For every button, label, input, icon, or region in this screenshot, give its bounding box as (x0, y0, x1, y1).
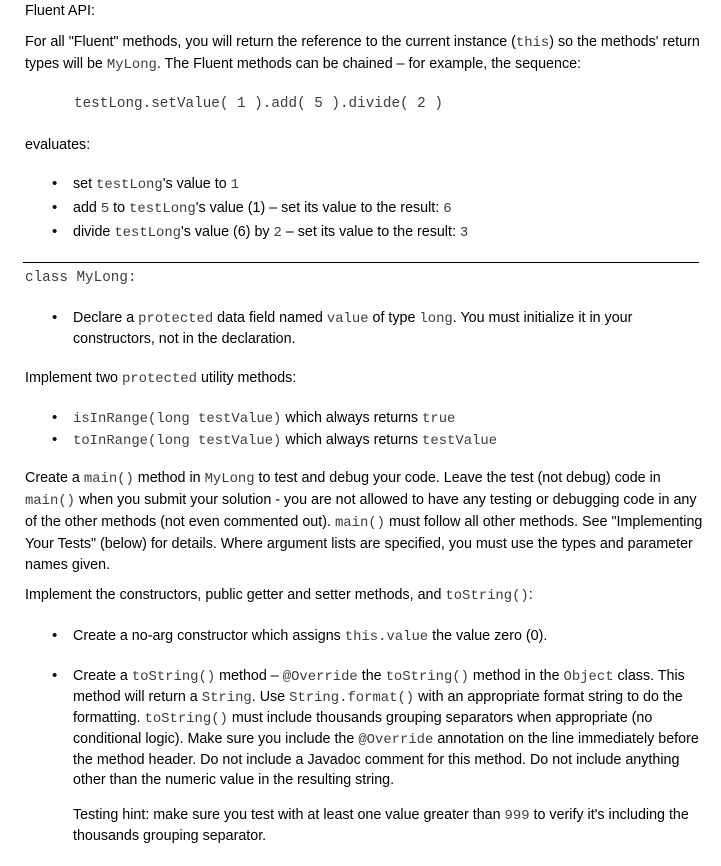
text-run: data field named (213, 310, 327, 326)
evaluation-steps (52, 174, 702, 243)
text-run: method in (133, 470, 205, 486)
inline-code: main() (25, 493, 76, 509)
class-header: class MyLong: (25, 270, 137, 286)
inline-code: toString() (131, 669, 216, 685)
text-run: Testing hint: make sure you test with at least one value greater than (73, 807, 505, 823)
text-run: to test and debug your code. Leave the test (not debug) code in (254, 470, 661, 486)
inline-code: MyLong (204, 471, 255, 487)
inline-code: value (326, 311, 369, 327)
text-run: to verify it's including the thousands grouping separator. (73, 807, 689, 844)
text-run: method in the (468, 668, 564, 684)
text-run: Create a (73, 668, 132, 684)
text-run: the value zero (0). (428, 628, 548, 644)
text-run: ) so the methods' return types will be (25, 34, 700, 72)
text-run: : (528, 587, 533, 603)
text-run: – set its value to the result: (281, 224, 460, 240)
inline-code: isInRange(long testValue) (73, 411, 282, 427)
text-run: which always returns (281, 432, 423, 448)
inline-code: main() (83, 471, 134, 487)
list-item (52, 174, 702, 195)
text-run: the (357, 668, 386, 684)
text-run: . You must initialize it in your constructors, not in the declaration. (73, 310, 633, 347)
text-run: of type (368, 310, 420, 326)
evaluates-label: evaluates: (25, 137, 91, 153)
list-item (52, 408, 702, 429)
inline-code: 1 (230, 177, 239, 193)
main-method-paragraph (25, 468, 705, 576)
inline-code: true (422, 411, 456, 427)
text-run: set (73, 176, 97, 192)
text-run: divide (73, 224, 115, 240)
list-item (52, 198, 702, 219)
text-run: 's value (6) by (181, 224, 274, 240)
inline-code: testLong (96, 177, 163, 193)
intro-paragraph (25, 32, 705, 76)
inline-code: Object (563, 669, 614, 685)
inline-code: 999 (504, 808, 530, 824)
text-run: Create a (25, 470, 84, 486)
inline-code: String.format() (289, 690, 415, 706)
text-run: Declare a (73, 310, 139, 326)
inline-code: protected (121, 371, 197, 387)
text-run: annotation on the line immediately before the method header. Do not include a Javadoc comment for this method. Do not include anything other than the numeric value in the resulting string. (73, 731, 699, 788)
inline-code: long (419, 311, 453, 327)
inline-code: testValue (422, 433, 498, 449)
text-run: Implement the constructors, public getter and setter methods, and (25, 587, 446, 603)
text-run: method – (215, 668, 283, 684)
text-run: to (109, 200, 130, 216)
inline-code: 3 (459, 225, 469, 241)
inline-code: this (515, 35, 550, 51)
inline-code: this.value (344, 629, 429, 645)
inline-code: MyLong (106, 57, 157, 73)
utility-intro (25, 368, 705, 390)
text-run: which always returns (281, 410, 423, 426)
inline-code: 5 (100, 201, 110, 217)
inline-code: 2 (273, 225, 282, 241)
field-requirements (52, 308, 702, 349)
text-run: add (73, 200, 101, 216)
testing-hint (73, 805, 703, 846)
text-run: utility methods: (196, 370, 297, 386)
section-heading: Fluent API: (25, 3, 95, 19)
text-run: For all "Fluent" methods, you will return the reference to the current instance ( (25, 34, 516, 50)
inline-code: protected (138, 311, 214, 327)
list-item (52, 430, 702, 451)
text-run: must include thousands grouping separators when appropriate (no conditional logic). Make sure you include the (73, 710, 653, 747)
list-item (52, 308, 702, 349)
text-run: . The Fluent methods can be chained – for example, the sequence: (156, 56, 582, 72)
inline-code: testLong (114, 225, 182, 241)
inline-code: toString() (144, 711, 228, 727)
text-run: 's value (1) – set its value to the result: (195, 200, 444, 216)
text-run: Implement two (25, 370, 122, 386)
constructor-requirement (52, 626, 702, 647)
text-run: 's value to (162, 176, 231, 192)
inline-code: toString() (385, 669, 469, 685)
inline-code: toInRange(long testValue) (73, 433, 282, 449)
example-code: testLong.setValue( 1 ).add( 5 ).divide( 2 ) (74, 96, 443, 112)
inline-code: @Override (358, 732, 434, 748)
text-run: with an appropriate format string to do the formatting. (73, 689, 683, 726)
inline-code: String (201, 690, 252, 706)
text-run: must follow all other methods. See "Implementing Your Tests" (below) for details. Where argument lists are specified, you must use the types and parameter names given. (25, 514, 703, 573)
inline-code: 6 (443, 201, 452, 217)
list-item (52, 222, 702, 243)
text-run: class. This method will return a (73, 668, 685, 705)
list-item (52, 626, 702, 647)
constructors-intro (25, 585, 705, 607)
list-item (52, 666, 702, 790)
tostring-requirement (52, 666, 702, 790)
utility-methods (52, 408, 702, 451)
inline-code: toString() (445, 588, 529, 604)
inline-code: @Override (282, 669, 358, 685)
inline-code: testLong (129, 201, 196, 217)
text-run: when you submit your solution - you are not allowed to have any testing or debugging code in any of the other methods (not even commented out). (25, 492, 697, 530)
section-divider (23, 262, 699, 263)
text-run: . Use (251, 689, 290, 705)
text-run: Create a no-arg constructor which assigns (73, 628, 345, 644)
inline-code: main() (334, 515, 385, 531)
